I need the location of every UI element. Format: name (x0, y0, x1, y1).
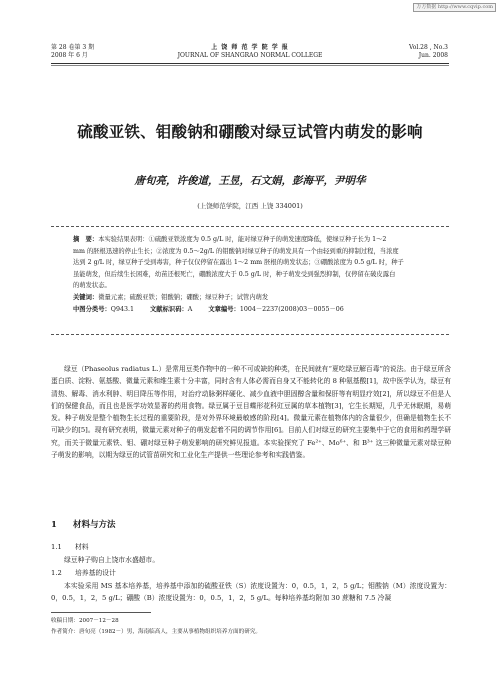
subsection-1-1-text: 绿豆种子购自上饶市水盛超市。 (64, 556, 160, 564)
doc-code-value: A (187, 305, 193, 313)
section-number: 1 (51, 520, 57, 530)
abstract-bottom-rule (51, 334, 449, 335)
volume-date: Jun. 2008 (418, 52, 448, 59)
received-date: 收稿日期：2007－12－28 (51, 618, 119, 624)
subsection-heading-1-1 (51, 541, 89, 551)
author-bio: 作者简介：唐旬亮（1982－）男，海南临高人，主要从事植物组织培养方面的研究。 (51, 629, 262, 635)
subsection-heading-1-2 (51, 567, 116, 577)
subsection-number: 1.1 (51, 543, 62, 551)
article-title: 硫酸亚铁、钼酸钠和硼酸对绿豆试管内萌发的影响 (77, 122, 423, 141)
clc-label: 中图分类号： (73, 305, 111, 313)
abstract-line-2: mm 的胚根迅速的停止生长；②浓度为 0.5～2g/L 的钼酸钠对绿豆种子的萌发具有一个由轻到重的抑制过程，当浓度 (73, 247, 399, 255)
introduction-paragraph (51, 363, 451, 461)
abstract-line-5: 的萌发状态。 (73, 282, 111, 290)
subsection-1-2-text: 本实验采用 MS 基本培养基，培养基中添加的硫酸亚铁（S）浓度设置为：0，0.5，1，2，5 g/L；钼酸钠（M）浓度设置为：0，0.5，1，2，5 g/L；硼酸（B）浓度设置为：0，0.5，1，2，5 g/L。每种培养基均附加 30 蔗糖和 7.5 冷凝 (51, 582, 451, 603)
abstract-line-1: 摘 要：本实验结果表明：①硫酸亚铁浓度为 0.5 g/L 时，能对绿豆种子的萌发速度降低，使绿豆种子长为 1～2 (73, 236, 387, 243)
journal-name-en: JOURNAL OF SHANGRAO NORMAL COLLEGE (177, 52, 323, 59)
watermark-stamp: 万方数据 http://www.cqvip.com (413, 3, 496, 12)
article-no-label: 文章编号： (208, 305, 240, 313)
keywords-text: 微量元素；硫酸亚铁；钼酸钠；硼酸；绿豆种子；试管内萌发 (98, 293, 269, 301)
footnote (51, 616, 451, 638)
journal-name-cn: 上 饶 师 范 学 院 学 报 (211, 44, 289, 51)
article-no-value: 1004－2237(2008)03－0055－06 (239, 305, 344, 313)
issue-date: 2008 年 6 月 (51, 52, 88, 59)
subsection-title: 培养基的设计 (75, 569, 116, 577)
subsection-number: 1.2 (51, 569, 62, 577)
doc-code-label: 文献标识码： (150, 305, 188, 313)
keywords-label: 关键词： (73, 293, 99, 301)
abstract-line-4: 虽能萌发，但后续生长困难，幼苗还根死亡，硼酸浓度大于 0.5 g/L 时，种子萌发受到强烈抑制，仅停留在破皮露白 (73, 270, 396, 278)
volume-info (409, 44, 448, 60)
clc-value: Q943.1 (110, 305, 134, 313)
volume-number: Vol.28 , No.3 (408, 44, 448, 51)
section-heading-1 (51, 518, 116, 530)
section-title: 材料与方法 (73, 520, 116, 530)
footnote-rule (51, 612, 151, 613)
abstract-line-3: 达到 2 g/L 时，绿豆种子受到毒害，种子仅仅停留在露出 1～2 mm 胚根的萌发状态；③硼酸浓度为 0.5 g/L 时，种子 (73, 259, 404, 267)
header-rule (51, 63, 449, 64)
issue-volume: 第 28 卷第 3 期 (51, 44, 95, 51)
intro-text: 绿豆（Phaseolus radiatus L.）是常用豆类作物中的一种不可或缺的种类，在民间就有“夏吃绿豆解百毒”的说法。由于绿豆所含蛋白质、淀粉、氨基酸、微量元素和维生素十分丰富，同时含有人体必需而自身又不能转化的 8 种氨基酸[1]，故中医学认为，绿豆有清热、解毒、消水利肿、明目降压等作用，对治疗动脉粥样硬化、减少血液中胆固醇含量和保肝等有明显疗效[2]，所以绿豆不但是人们的保健食品，而且也是医学功效显著的药用食物。绿豆属于豆目蝶形花科豇豆属的草本植物[3]，它生长期短，几乎无休眠期，易萌发。种子萌发是整个植物生长过程的重要阶段，是对外界环境最敏感的阶段[4]。微量元素在植物体内的含量很少，但确是植物生长不可缺少的[5]。现有研究表明，微量元素对种子的萌发起着不同的调节作用[6]。目前人们对绿豆的研究主要集中于它的食用和药理学研究，而关于微量元素铁、钼、硼对绿豆种子萌发影响的研究鲜见报道。本实验探究了 Fe²⁺、Mo⁶⁺、和 B³⁺ 这三种微量元素对绿豆种子萌发的影响，以期为绿豆的试管苗研究和工业化生产提供一些理论参考和实践借鉴。 (51, 365, 451, 460)
subsection-title: 材料 (75, 543, 89, 551)
keywords-line (73, 292, 435, 304)
classification-line (73, 304, 435, 316)
abstract-top-rule (51, 226, 449, 227)
header-rule-thin (51, 65, 449, 66)
abstract-block (73, 234, 435, 315)
article-authors: 唐旬亮，许俊道，王昱，石文娟，彭海平，尹明华 (134, 175, 366, 187)
article-affiliation: (上饶师范学院，江西 上饶 334001) (197, 202, 303, 210)
abstract-label: 摘 要： (73, 236, 99, 243)
